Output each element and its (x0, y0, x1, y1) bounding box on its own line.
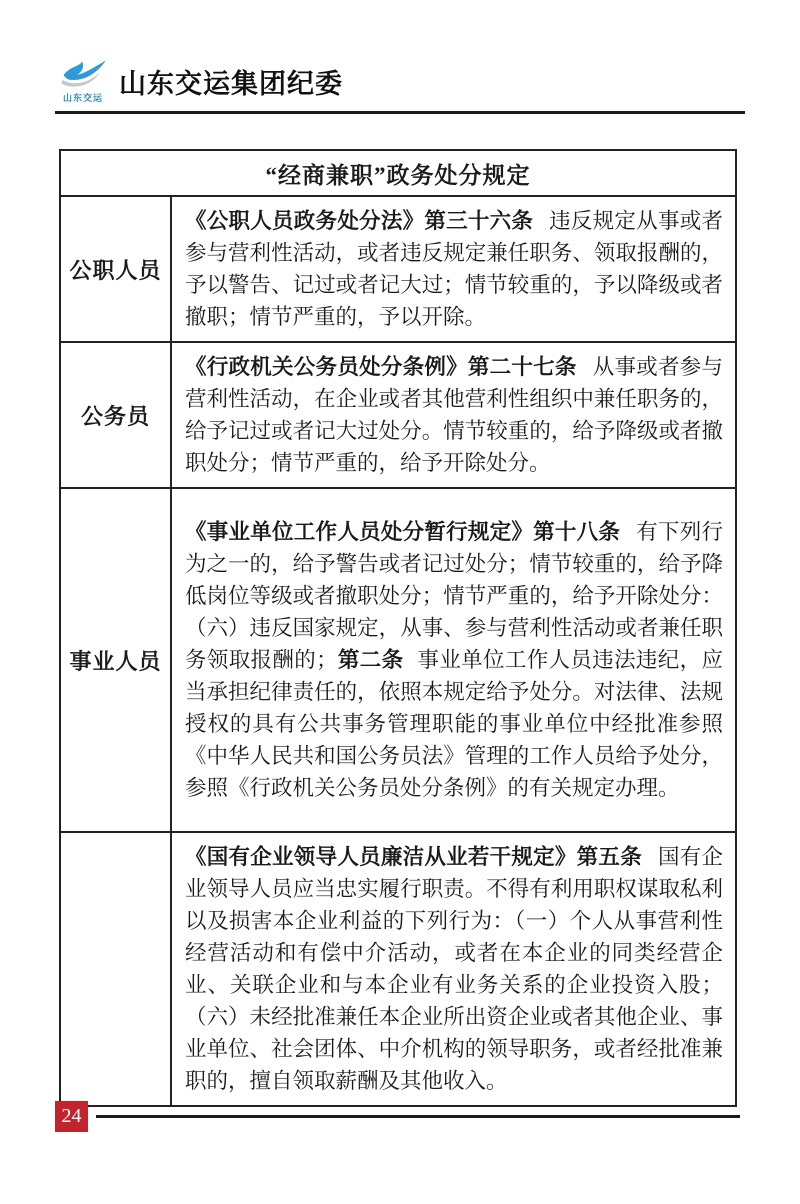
logo-caption: 山东交运 (62, 93, 103, 103)
row-label-civil-servant: 公务员 (60, 342, 171, 488)
law-body: 有下列行为之一的，给予警告或者记过处分；情节较重的，给予降低岗位等级或者撤职处分；情节严重的，给予开除处分：（六）违反国家规定，从事、参与营利性活动或者兼任职务领取报酬的； (185, 520, 723, 672)
table-row (60, 342, 736, 488)
law-citation: 《行政机关公务员处分条例》第二十七条 (185, 355, 577, 379)
law-body: 从事或者参与营利性活动，在企业或者其他营利性组织中兼任职务的，给予记过或者记大过处分。情节较重的，给予降级或者撤职处分；情节严重的，给予开除处分。 (185, 355, 723, 475)
row-label-institution-staff: 事业人员 (60, 488, 171, 832)
row-content (171, 342, 736, 488)
bird-swoosh-icon (57, 58, 109, 90)
table-row (60, 196, 736, 342)
law-citation: 《公职人员政务处分法》第三十六条 (185, 209, 534, 233)
row-content (171, 196, 736, 342)
page-number-badge: 24 (55, 1101, 88, 1132)
footer-divider (96, 1115, 740, 1118)
row-label-public-official: 公职人员 (60, 196, 171, 342)
row-label-empty (60, 832, 171, 1106)
page-footer (55, 1101, 745, 1133)
law-citation: 《事业单位工作人员处分暂行规定》第十八条 (185, 520, 621, 544)
law-body: 事业单位工作人员违法违纪，应当承担纪律责任的，依照本规定给予处分。对法律、法规授权的具有公共事务管理职能的事业单位中经批准参照《中华人民共和国公务员法》管理的工作人员给予处分，参照《行政机关公务员处分条例》的有关规定办理。 (185, 648, 723, 800)
law-citation-article-2: 第二条 (337, 648, 404, 672)
org-logo (55, 58, 111, 104)
law-body: 违反规定从事或者参与营利性活动，或者违反规定兼任职务、领取报酬的，予以警告、记过或者记大过；情节较重的，予以降级或者撤职；情节严重的，予以开除。 (185, 209, 723, 329)
table-row (60, 488, 736, 832)
row-content (171, 832, 736, 1106)
page-header (55, 58, 745, 114)
law-body: 国有企业领导人员应当忠实履行职责。不得有利用职权谋取私利以及损害本企业利益的下列行为：（一）个人从事营利性经营活动和有偿中介活动，或者在本企业的同类经营企业、关联企业和与本企业有业务关系的企业投资入股；（六）未经批准兼任本企业所出资企业或者其他企业、事业单位、社会团体、中介机构的领导职务，或者经批准兼职的，擅自领取薪酬及其他收入。 (185, 845, 723, 1093)
law-citation: 《国有企业领导人员廉洁从业若干规定》第五条 (185, 845, 642, 869)
regulation-table (59, 149, 737, 1107)
table-row (60, 832, 736, 1106)
header-divider (55, 111, 745, 114)
table-title-row (60, 150, 736, 196)
table-title: “经商兼职”政务处分规定 (60, 150, 736, 196)
org-title: 山东交运集团纪委 (119, 69, 343, 99)
row-content (171, 488, 736, 832)
